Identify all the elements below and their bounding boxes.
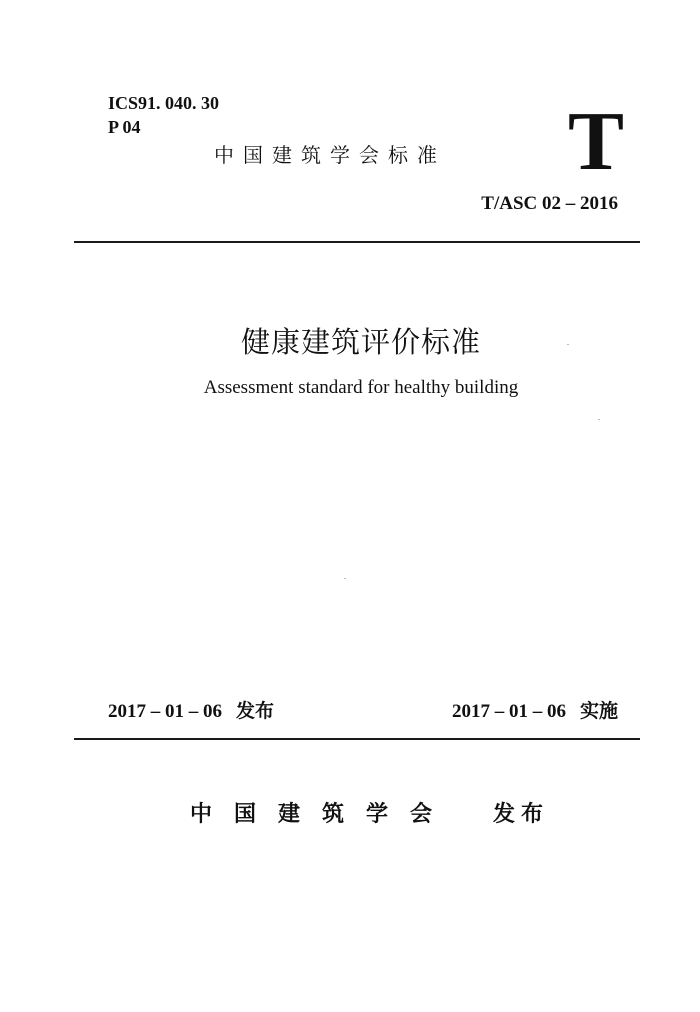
document-title-chinese: 健康建筑评价标准 <box>240 325 481 359</box>
publisher-action: 发布 <box>493 802 550 827</box>
scan-speck <box>567 344 569 345</box>
category-code: P 04 <box>108 117 141 137</box>
standard-number: T/ASC 02 – 2016 <box>481 193 618 214</box>
implementation-label: 实施 <box>579 700 618 722</box>
issue-date: 2017 – 01 – 06 <box>108 701 222 722</box>
scan-speck <box>598 419 600 420</box>
document-title-english: Assessment standard for healthy building <box>203 377 519 398</box>
bottom-divider <box>74 738 640 740</box>
scan-speck <box>344 578 346 579</box>
implementation-date: 2017 – 01 – 06 <box>451 701 566 722</box>
top-divider <box>74 241 640 243</box>
standard-type-letter: T <box>568 95 625 188</box>
implementation-date-line <box>452 698 618 725</box>
issue-date-line <box>108 698 274 725</box>
issue-label: 发布 <box>236 700 275 722</box>
ics-code: ICS91. 040. 30 <box>108 93 220 113</box>
publisher-name: 中国建筑学会 <box>190 802 455 827</box>
series-title: 中国建筑学会标准 <box>214 143 446 167</box>
